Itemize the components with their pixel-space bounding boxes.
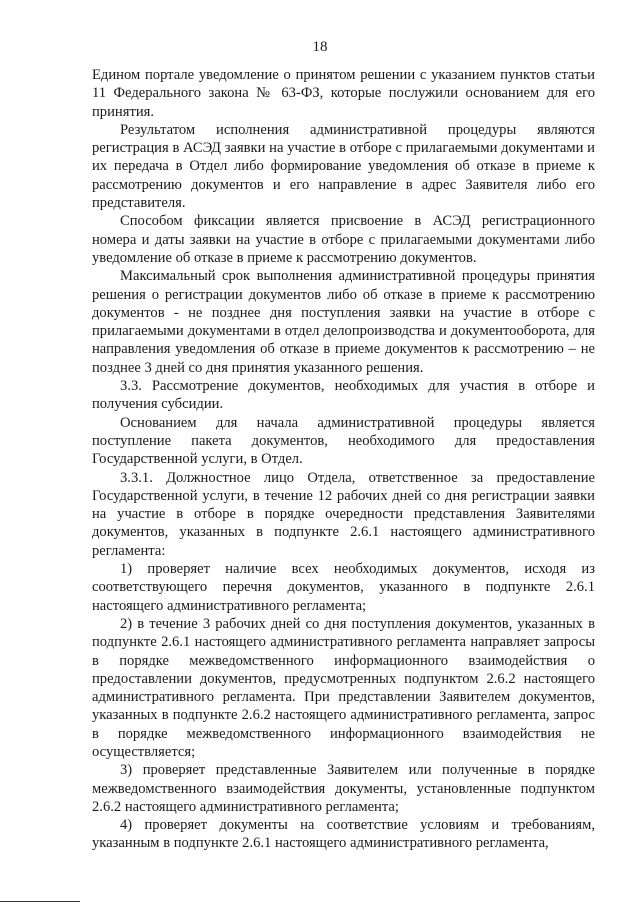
list-item-1: 1) проверяет наличие всех необходимых документов, исходя из соответствующего перечня документов, указанного в подпункте 2.6.1 настоящего административного регламента;	[92, 561, 595, 614]
footer-rule	[0, 901, 80, 902]
paragraph-3-3-1: 3.3.1. Должностное лицо Отдела, ответственное за предоставление Государственной услуги, в течение 12 рабочих дней со дня регистрации заявки на участие в отборе в порядке очередности представления Заявителями документов, указанных в подпункте 2.6.1 настоящего административного регламента:	[92, 469, 595, 559]
document-body	[92, 66, 595, 853]
paragraph-procedure-basis: Основанием для начала административной процедуры является поступление пакета документов, необходимого для предоставления Государственной услуги, в Отдел.	[92, 414, 595, 468]
list-item-2: 2) в течение 3 рабочих дней со дня поступления документов, указанных в подпункте 2.6.1 настоящего административного регламента направляет запросы в порядке межведомственного информационного взаимодействия о предоставлении документов, предусмотренных подпунктом 2.6.2 настоящего административного регламента. При представлении Заявителем документов, указанных в подпункте 2.6.2 настоящего административного регламента, запрос в порядке межведомственного информационного взаимодействия не осуществляется;	[92, 615, 595, 760]
list-item-4: 4) проверяет документы на соответствие условиям и требованиям, указанным в подпункте 2.6.1 настоящего административного регламента,	[92, 817, 595, 852]
page-number: 18	[312, 39, 328, 55]
paragraph-max-term: Максимальный срок выполнения административной процедуры принятия решения о регистрации документов либо об отказе в приеме к рассмотрению документов - не позднее дня поступления заявки на участие в отборе с прилагаемыми документами в отдел делопроизводства и документооборота, для направления уведомления об отказе в приеме документов к рассмотрению – не позднее 3 дней со дня принятия указанного решения.	[92, 268, 595, 376]
section-heading-3-3: 3.3. Рассмотрение документов, необходимых для участия в отборе и получения субсидии.	[92, 378, 595, 413]
list-item-3: 3) проверяет представленные Заявителем или полученные в порядке межведомственного взаимодействия документы, установленные подпунктом 2.6.2 настоящего административного регламента;	[92, 762, 595, 815]
paragraph-procedure-result: Результатом исполнения административной процедуры являются регистрация в АСЭД заявки на участие в отборе с прилагаемыми документами и их передача в Отдел либо формирование уведомления об отказе в приеме к рассмотрению документов и его направление в адрес Заявителя либо его представителя.	[92, 121, 595, 212]
paragraph-portal-notice: Едином портале уведомление о принятом решении с указанием пунктов статьи 11 Федерального закона № 63-ФЗ, которые послужили основанием для его принятия.	[92, 67, 595, 120]
paragraph-fixation-method: Способом фиксации является присвоение в АСЭД регистрационного номера и даты заявки на участие в отборе с прилагаемыми документами либо уведомление об отказе в приеме к рассмотрению документов.	[92, 213, 595, 266]
